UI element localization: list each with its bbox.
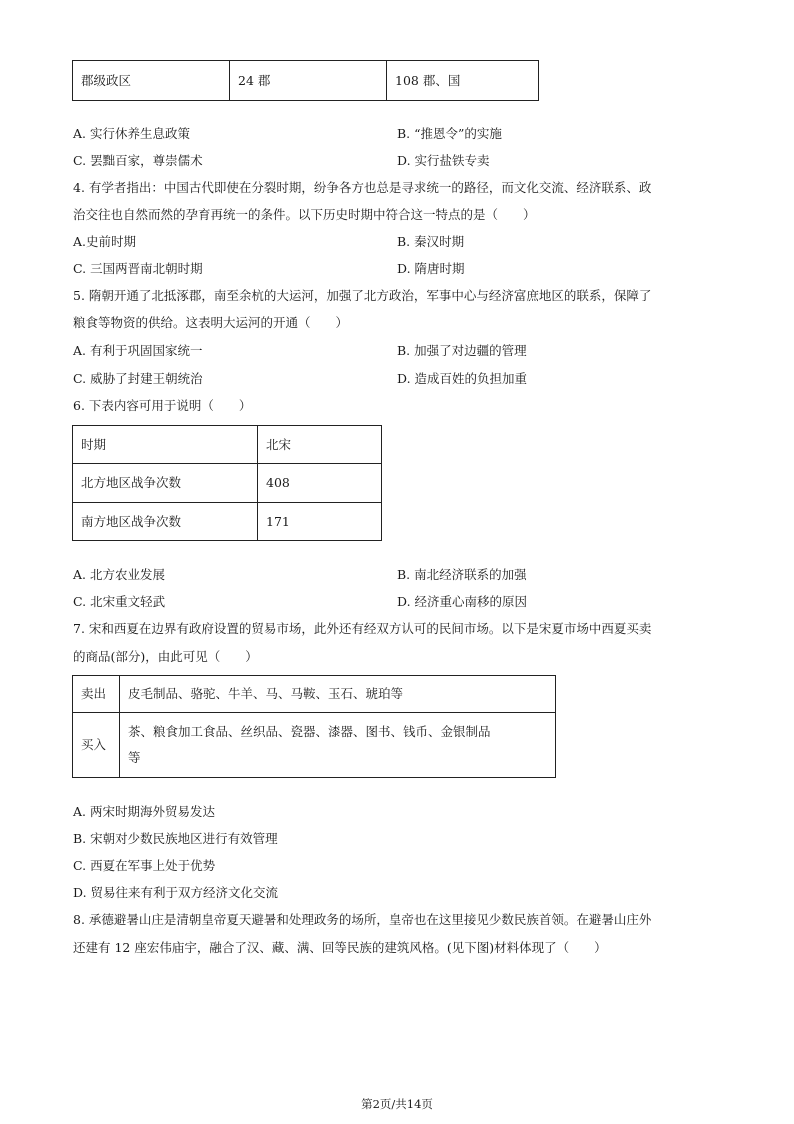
- buy-line-1: 茶、粮食加工食品、丝织品、瓷器、漆器、图书、钱币、金银制品: [128, 724, 491, 739]
- q4-option-c: C. 三国两晋南北朝时期: [73, 261, 203, 276]
- table-cell: 卖出: [73, 676, 120, 713]
- q6-option-a: A. 北方农业发展: [73, 567, 165, 582]
- q3-option-b: B. “推恩令”的实施: [397, 126, 502, 141]
- table-row: [73, 426, 382, 464]
- q6-stem: 6. 下表内容可用于说明（ ）: [73, 398, 252, 413]
- q3-option-c: C. 罢黜百家，尊崇儒术: [73, 153, 203, 168]
- q7-stem-line2: 的商品(部分)，由此可见（ ）: [73, 649, 258, 664]
- q4-stem-line2: 治交往也自然而然的孕育再统一的条件。以下历史时期中符合这一特点的是（ ）: [73, 207, 536, 222]
- q5-stem-line2: 粮食等物资的供给。这表明大运河的开通（ ）: [73, 315, 349, 330]
- q7-option-b: B. 宋朝对少数民族地区进行有效管理: [73, 831, 278, 846]
- table-cell: 108 郡、国: [387, 61, 539, 101]
- q7-option-c: C. 西夏在军事上处于优势: [73, 858, 216, 873]
- q4-option-d: D. 隋唐时期: [397, 261, 465, 276]
- war-count-table: [72, 425, 382, 541]
- q3-option-a: A. 实行休养生息政策: [73, 126, 190, 141]
- table-row: [73, 61, 539, 101]
- q7-option-a: A. 两宋时期海外贸易发达: [73, 804, 215, 819]
- table-cell: 171: [258, 503, 382, 541]
- table-row: [73, 713, 556, 778]
- q3-option-d: D. 实行盐铁专卖: [397, 153, 490, 168]
- table-cell: 南方地区战争次数: [73, 503, 258, 541]
- q5-option-c: C. 威胁了封建王朝统治: [73, 371, 203, 386]
- table-cell-multiline: [120, 713, 556, 778]
- table-row: [73, 503, 382, 541]
- q8-stem-line2: 还建有 12 座宏伟庙宇，融合了汉、藏、满、回等民族的建筑风格。(见下图)材料体现了（ ）: [73, 940, 607, 955]
- table-cell: 买入: [73, 713, 120, 778]
- q6-option-d: D. 经济重心南移的原因: [397, 594, 528, 609]
- table-cell: 北宋: [258, 426, 382, 464]
- q7-option-d: D. 贸易往来有利于双方经济文化交流: [73, 885, 279, 900]
- q4-option-a: A.史前时期: [73, 234, 137, 249]
- table-row: [73, 464, 382, 503]
- page-number: 第2页/共14页: [361, 1097, 433, 1111]
- q4-option-b: B. 秦汉时期: [397, 234, 465, 249]
- table-cell: 24 郡: [230, 61, 387, 101]
- table-cell: 北方地区战争次数: [73, 464, 258, 503]
- q7-stem-line1: 7. 宋和西夏在边界有政府设置的贸易市场，此外还有经双方认可的民间市场。以下是宋夏市场中西夏买卖: [73, 621, 652, 636]
- trade-goods-table: [72, 675, 556, 778]
- q5-option-b: B. 加强了对边疆的管理: [397, 343, 527, 358]
- buy-line-2: 等: [128, 750, 141, 765]
- table-cell: 皮毛制品、骆驼、牛羊、马、马鞍、玉石、琥珀等: [120, 676, 556, 713]
- q6-option-b: B. 南北经济联系的加强: [397, 567, 527, 582]
- q5-option-d: D. 造成百姓的负担加重: [397, 371, 528, 386]
- q5-stem-line1: 5. 隋朝开通了北抵涿郡，南至余杭的大运河，加强了北方政治，军事中心与经济富庶地区的联系，保障了: [73, 288, 652, 303]
- table-cell: 郡级政区: [73, 61, 230, 101]
- q8-stem-line1: 8. 承德避暑山庄是清朝皇帝夏天避暑和处理政务的场所，皇帝也在这里接见少数民族首领。在避暑山庄外: [73, 912, 652, 927]
- table-row: [73, 676, 556, 713]
- q4-stem-line1: 4. 有学者指出：中国古代即使在分裂时期，纷争各方也总是寻求统一的路径，而文化交流、经济联系、政: [73, 180, 652, 195]
- table-cell: 408: [258, 464, 382, 503]
- admin-table: [72, 60, 539, 101]
- q6-option-c: C. 北宋重文轻武: [73, 594, 166, 609]
- q5-option-a: A. 有利于巩固国家统一: [73, 343, 203, 358]
- table-cell: 时期: [73, 426, 258, 464]
